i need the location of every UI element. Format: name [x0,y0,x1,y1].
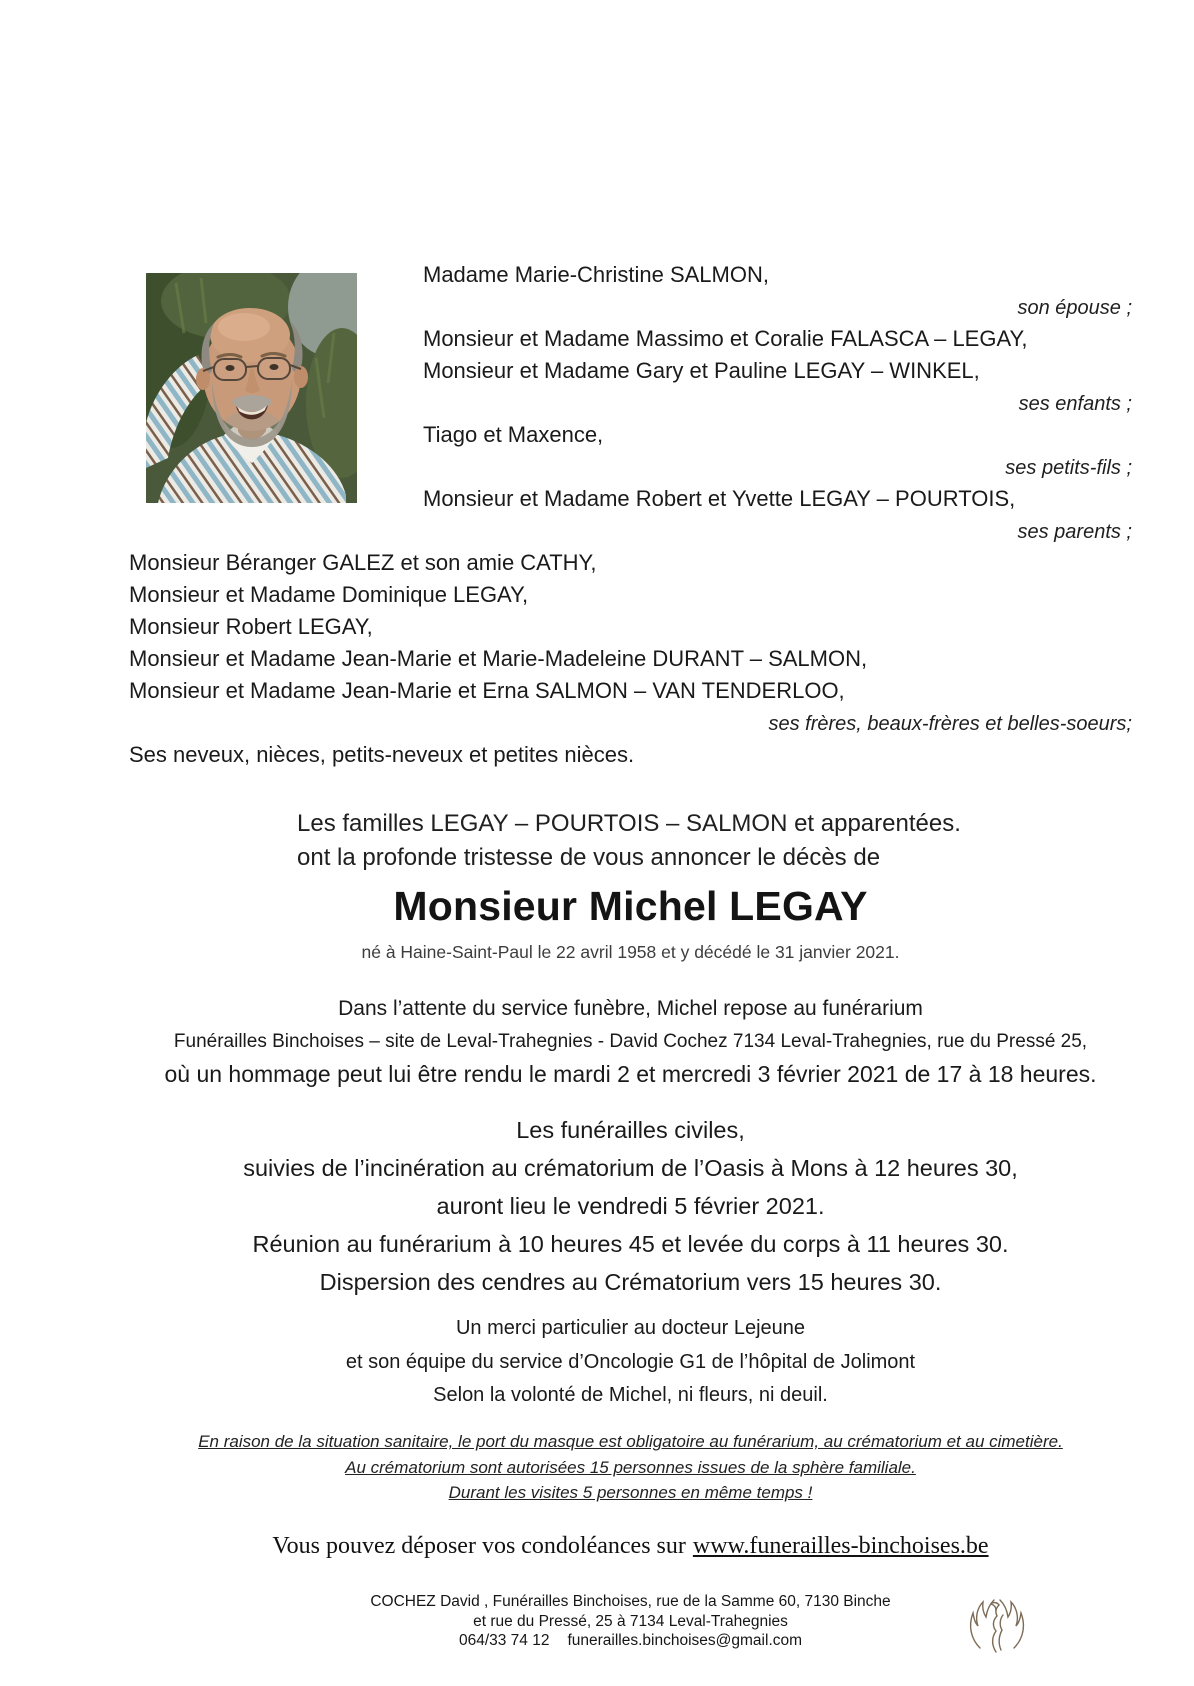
family-line-parents: Monsieur et Madame Robert et Yvette LEGAY – POURTOIS, [423,486,1016,511]
relation-label-parents: ses parents ; [1017,521,1132,543]
family-line-child-2: Monsieur et Madame Gary et Pauline LEGAY – WINKEL, [423,358,980,383]
family-line-sibling-5: Monsieur et Madame Jean-Marie et Erna SALMON – VAN TENDERLOO, [129,678,845,703]
thanks-line-1: Un merci particulier au docteur Lejeune [455,1317,806,1339]
footer-address-line-2: et rue du Pressé, 25 à 7134 Leval-Trahegnies [473,1612,788,1630]
visitation-line-2: Funérailles Binchoises – site de Leval-Trahegnies - David Cochez 7134 Leval-Trahegnies, rue du Pressé 25, [173,1031,1088,1052]
sanitary-line-2: Au crématorium sont autorisées 15 personnes issues de la sphère familiale. [345,1457,916,1477]
family-line-sibling-3: Monsieur Robert LEGAY, [129,614,373,639]
thanks-section [129,1312,1132,1413]
family-line-sibling-1: Monsieur Béranger GALEZ et son amie CATHY, [129,550,597,575]
logo-bird-inner-line [999,1615,1003,1650]
condolences-text: Vous pouvez déposer vos condoléances sur [272,1533,686,1559]
family-announcement-list [129,259,1132,771]
family-line-sibling-2: Monsieur et Madame Dominique LEGAY, [129,582,529,607]
family-line-spouse: Madame Marie-Christine SALMON, [423,262,769,287]
funeral-line-5: Dispersion des cendres au Crématorium vers 15 heures 30. [319,1269,942,1295]
visitation-line-1: Dans l’attente du service funèbre, Michel repose au funérarium [338,997,923,1020]
logo-left-wing [971,1600,994,1648]
footer-address-line-1: COCHEZ David , Funérailles Binchoises, rue de la Samme 60, 7130 Binche [370,1593,891,1610]
announcement-intro [129,807,1132,875]
funeral-line-2: suivies de l’incinération au crématorium de l’Oasis à Mons à 12 heures 30, [243,1155,1018,1181]
thanks-line-2: et son équipe du service d’Oncologie G1 de l’hôpital de Jolimont [345,1350,916,1373]
family-line-nephews: Ses neveux, nièces, petits-neveux et petites nièces. [129,742,635,767]
relation-label-spouse: son épouse ; [1017,297,1132,319]
condolences-line [129,1531,1132,1561]
logo-bird-body [993,1605,999,1652]
visitation-info [129,992,1132,1091]
intro-sadness-line: ont la profonde tristesse de vous annoncer le décès de [297,844,881,871]
condolences-website-link[interactable]: www.funerailles-binchoises.be [692,1533,989,1559]
deceased-birth-death-dates: né à Haine-Saint-Paul le 22 avril 1958 et y décédé le 31 janvier 2021. [361,942,900,962]
family-line-sibling-4: Monsieur et Madame Jean-Marie et Marie-Madeleine DURANT – SALMON, [129,646,868,671]
intro-families-line: Les familles LEGAY – POURTOIS – SALMON et apparentées. [297,810,961,837]
family-line-grandsons: Tiago et Maxence, [423,422,604,447]
relation-label-grandsons: ses petits-fils ; [1005,457,1132,479]
sanitary-line-1: En raison de la situation sanitaire, le port du masque est obligatoire au funérarium, au crématorium et au cimetière. [198,1432,1063,1451]
phoenix-flame-logo [962,1596,1032,1656]
thanks-line-3: Selon la volonté de Michel, ni fleurs, ni deuil. [433,1384,828,1406]
footer-email: funerailles.binchoises@gmail.com [567,1632,803,1649]
footer-phone: 064/33 74 12 [458,1632,550,1649]
funeral-info [129,1111,1132,1301]
funeral-line-3: auront lieu le vendredi 5 février 2021. [436,1193,825,1219]
funeral-line-4: Réunion au funérarium à 10 heures 45 et levée du corps à 11 heures 30. [252,1231,1009,1257]
family-line-child-1: Monsieur et Madame Massimo et Coralie FALASCA – LEGAY, [423,326,1028,351]
funeral-line-1: Les funérailles civiles, [516,1117,745,1143]
visitation-line-3: où un hommage peut lui être rendu le mardi 2 et mercredi 3 février 2021 de 17 à 18 heures. [164,1061,1097,1087]
deceased-name: Monsieur Michel LEGAY [393,883,868,929]
relation-label-siblings: ses frères, beaux-frères et belles-soeurs; [768,713,1132,735]
sanitary-line-3: Durant les visites 5 personnes en même temps ! [448,1483,813,1502]
logo-right-wing [1000,1600,1023,1648]
sanitary-notice [129,1429,1132,1506]
relation-label-children: ses enfants ; [1018,393,1132,415]
